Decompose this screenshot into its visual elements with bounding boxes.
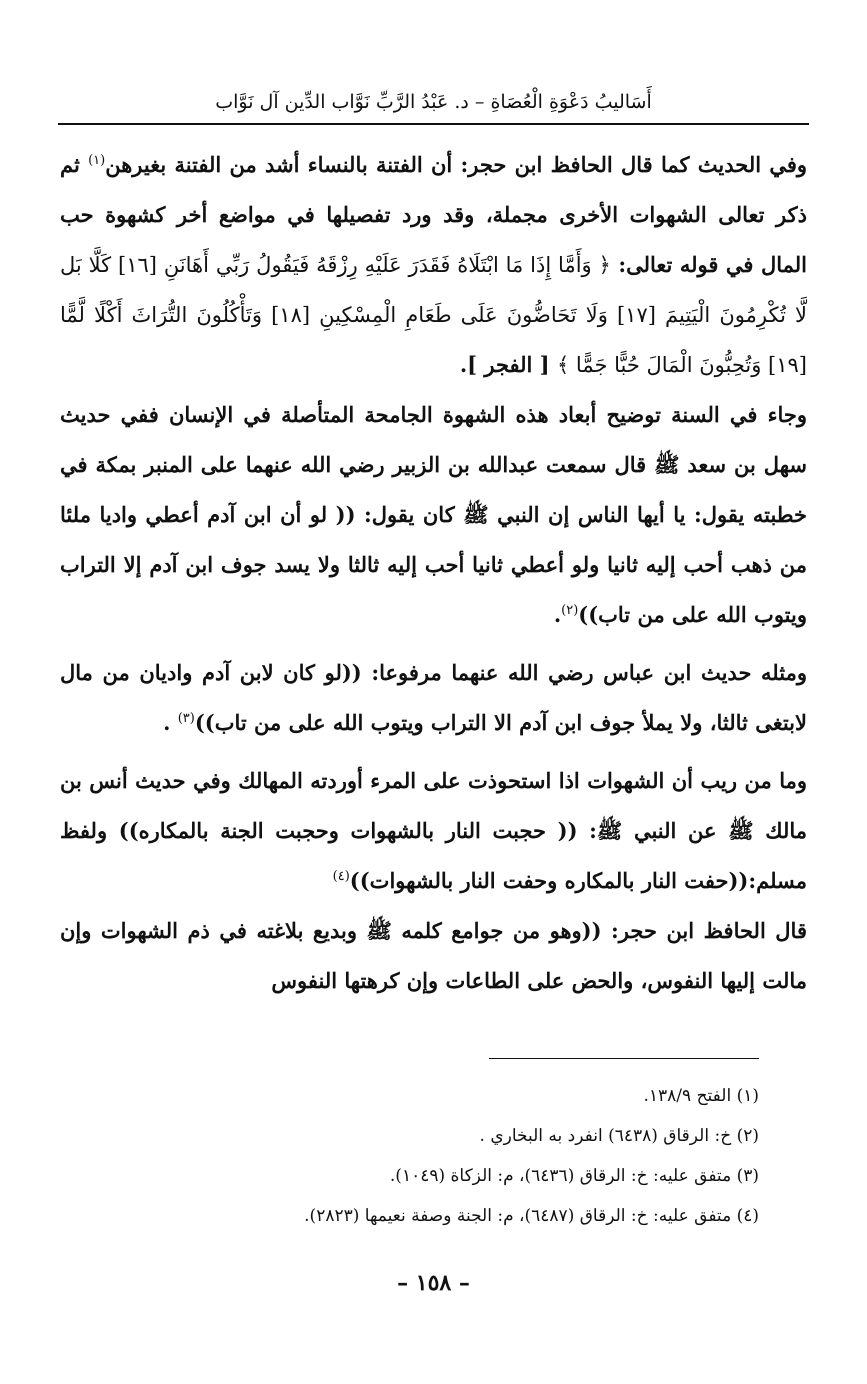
footnote-1: (١) الفتح ١٣٨/٩. bbox=[643, 1086, 759, 1106]
footnote-ref-4[interactable]: (٤) bbox=[332, 869, 350, 884]
footnote-3: (٣) متفق عليه: خ: الرقاق (٦٤٣٦)، م: الزكاة (١٠٤٩). bbox=[389, 1166, 759, 1186]
paragraph-1: وفي الحديث كما قال الحافظ ابن حجر: أن الفتنة بالنساء أشد من الفتنة بغيرهن$^{(١)}$ ثم ذكر تعالى الشهوات الأخرى مجملة، وقد ورد تفصيلها في مواضع أخر كشهوة حب المال في قوله تعالى: ﴿ وَأَمَّا إِذَا مَا ابْتَلَاهُ فَقَدَرَ عَلَيْهِ رِزْقَهُ فَيَقُولُ رَبِّي أَهَانَنِ [١٦] كَلَّا بَل لَّا تُكْرِمُونَ الْيَتِيمَ [١٧] وَلَا تَحَاضُّونَ عَلَى طَعَامِ الْمِسْكِينِ [١٨] وَتَأْكُلُونَ التُّرَاثَ أَكْلًا لَّمًّا [١٩] وَتُحِبُّونَ الْمَالَ حُبًّا جَمًّا ﴾ [ الفجر ]. bbox=[60, 152, 807, 377]
footnotes bbox=[60, 1076, 759, 1236]
quran-verse: ﴿ وَأَمَّا إِذَا مَا ابْتَلَاهُ فَقَدَرَ عَلَيْهِ رِزْقَهُ فَيَقُولُ رَبِّي أَهَانَنِ [١٦] كَلَّا بَل لَّا تُكْرِمُونَ الْيَتِيمَ [١٧] وَلَا تَحَاضُّونَ عَلَى طَعَامِ الْمِسْكِينِ [١٨] وَتَأْكُلُونَ التُّرَاثَ أَكْلًا لَّمًّا [١٩] وَتُحِبُّونَ الْمَالَ حُبًّا جَمًّا ﴾ bbox=[60, 253, 807, 377]
footnote-ref-1[interactable]: (١) bbox=[88, 153, 106, 168]
paragraph-2: وجاء في السنة توضيح أبعاد هذه الشهوة الجامحة المتأصلة في الإنسان ففي حديث سهل بن سعد ﷺ قال سمعت عبدالله بن الزبير رضي الله عنهما على المنبر بمكة في خطبته يقول: يا أيها الناس إن النبي ﷺ كان يقول: (( لو أن ابن آدم أعطي واديا ملئا من ذهب أحب إليه ثانيا ولو أعطي ثانيا أحب إليه ثالثا ولا يسد جوف ابن آدم إلا التراب ويتوب الله على من تاب))$^{(٢)}$. bbox=[60, 402, 807, 627]
footnote-ref-2[interactable]: (٢) bbox=[561, 603, 579, 618]
footnote-4: (٤) متفق عليه: خ: الرقاق (٦٤٨٧)، م: الجنة وصفة نعيمها (٢٨٢٣). bbox=[304, 1206, 759, 1226]
footnote-divider bbox=[489, 1058, 759, 1059]
paragraph-3: ومثله حديث ابن عباس رضي الله عنهما مرفوعا: ((لو كان لابن آدم واديان من مال لابتغى ثالثا، ولا يملأ جوف ابن آدم الا التراب ويتوب الله على من تاب))$^{(٣)}$ . bbox=[60, 660, 807, 735]
running-header: أَسَاليبُ دَعْوَةِ الْعُصَاةِ – د. عَبْدُ الرَّبِّ نَوَّاب الدِّين آل نَوَّاب bbox=[215, 91, 652, 113]
main-text bbox=[60, 140, 807, 1006]
paragraph-5: قال الحافظ ابن حجر: ((وهو من جوامع كلمه ﷺ وبديع بلاغته في ذم الشهوات وإن مالت إليها النفوس، والحض على الطاعات وإن كرهتها النفوس bbox=[60, 918, 807, 993]
page-number: – ١٥٨ – bbox=[397, 1270, 470, 1296]
paragraph-4: وما من ريب أن الشهوات اذا استحوذت على المرء أوردته المهالك وفي حديث أنس بن مالك ﷺ عن النبي ﷺ: (( حجبت النار بالشهوات وحجبت الجنة بالمكاره)) ولفظ مسلم:((حفت النار بالمكاره وحفت النار بالشهوات))$^{(٤)}$ bbox=[60, 768, 807, 893]
header-divider bbox=[58, 123, 809, 125]
footnote-ref-3[interactable]: (٣) bbox=[177, 711, 195, 726]
footnote-2: (٢) خ: الرقاق (٦٤٣٨) انفرد به البخاري . bbox=[479, 1126, 759, 1146]
